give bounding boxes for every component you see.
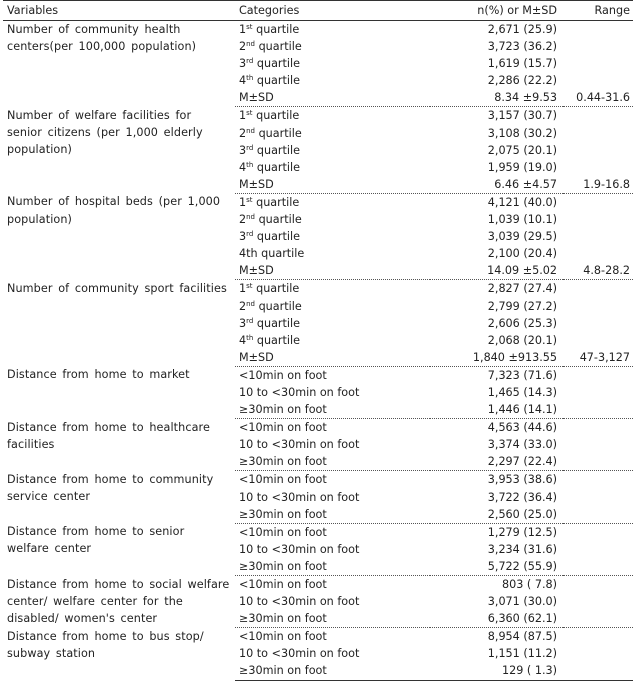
- category-cell: [235, 245, 430, 262]
- category-text: ≥30min on foot: [239, 455, 327, 469]
- category-text: quartile: [252, 23, 300, 36]
- category-cell: [235, 228, 430, 245]
- value-cell: 1,619 (15.7): [487, 57, 557, 71]
- range-cell: [563, 453, 633, 471]
- value-cell: 803 ( 7.8): [502, 578, 557, 591]
- category-cell: [235, 471, 430, 489]
- value-cell: 8.34 ±9.53: [430, 89, 563, 107]
- table-row: [3, 419, 633, 437]
- category-number: 3: [239, 57, 247, 71]
- category-text: ≥30min on foot: [239, 559, 327, 573]
- category-text: quartile: [252, 109, 300, 123]
- category-text: quartile: [255, 126, 302, 140]
- range-cell: [563, 419, 633, 437]
- range-cell: [563, 38, 633, 55]
- category-cell: [235, 384, 430, 401]
- category-number: 2: [239, 299, 247, 313]
- category-number: 3: [239, 230, 247, 244]
- category-number: 2: [239, 213, 247, 227]
- table-row: [3, 628, 633, 646]
- range-cell: [563, 645, 633, 662]
- value-cell: 3,039 (29.5): [487, 230, 557, 244]
- category-text: 10 to <30min on foot: [239, 647, 360, 661]
- category-text: <10min on foot: [239, 525, 327, 539]
- range-cell: 1.9-16.8: [563, 176, 633, 194]
- category-text: quartile: [253, 333, 301, 347]
- category-text: quartile: [252, 282, 300, 296]
- range-cell: [563, 159, 633, 176]
- category-text: ≥30min on foot: [239, 507, 327, 521]
- range-cell: [563, 228, 633, 245]
- value-cell: 2,827 (27.4): [487, 282, 557, 296]
- table-row: [3, 576, 633, 594]
- range-cell: [563, 72, 633, 89]
- category-cell: [235, 193, 430, 211]
- variable-cell: Distance from home to healthcare facilities: [7, 420, 210, 451]
- header-range: Range: [563, 1, 633, 21]
- value-cell: 3,157 (30.7): [487, 109, 557, 123]
- category-suffix: th: [246, 160, 254, 169]
- category-number: 1: [239, 109, 247, 123]
- value-cell: 2,100 (20.4): [487, 247, 557, 261]
- variable-cell: Distance from home to bus stop/ subway station: [7, 629, 204, 660]
- table-row: [3, 471, 633, 489]
- value-cell: 2,075 (20.1): [487, 143, 557, 157]
- category-cell: [235, 159, 430, 176]
- category-cell: [235, 125, 430, 142]
- value-cell: 2,606 (25.3): [487, 316, 557, 330]
- category-cell: [235, 558, 430, 576]
- category-cell: [235, 506, 430, 524]
- range-cell: [563, 384, 633, 401]
- category-text: ≥30min on foot: [239, 612, 327, 626]
- category-cell: [235, 262, 430, 280]
- value-cell: 1,840 ±913.55: [430, 349, 563, 367]
- range-cell: [563, 315, 633, 332]
- table-row: [3, 280, 633, 298]
- variable-cell: Distance from home to community service center: [7, 472, 214, 504]
- category-number: 2: [239, 126, 247, 140]
- value-cell: 2,560 (25.0): [430, 506, 563, 524]
- category-cell: [235, 21, 430, 39]
- category-text: 10 to <30min on foot: [239, 542, 360, 556]
- category-text: quartile: [253, 160, 301, 174]
- category-cell: [235, 610, 430, 628]
- category-text: quartile: [253, 57, 301, 71]
- variable-cell: Distance from home to senior welfare center: [7, 525, 185, 556]
- category-cell: [235, 593, 430, 610]
- category-number: 2: [239, 40, 247, 54]
- value-cell: 3,723 (36.2): [487, 40, 557, 54]
- category-text: quartile: [252, 195, 300, 209]
- value-cell: 4,563 (44.6): [487, 421, 557, 435]
- category-suffix: th: [246, 74, 254, 83]
- range-cell: [563, 125, 633, 142]
- category-suffix: rd: [246, 230, 254, 239]
- category-suffix: nd: [246, 299, 256, 308]
- data-table: [3, 0, 633, 681]
- value-cell: 1,959 (19.0): [487, 160, 557, 174]
- range-cell: [563, 245, 633, 262]
- category-cell: [235, 298, 430, 315]
- value-cell: 14.09 ±5.02: [430, 262, 563, 280]
- table-header: [3, 1, 633, 21]
- category-cell: [235, 541, 430, 558]
- range-cell: [563, 576, 633, 594]
- header-variables: Variables: [3, 1, 235, 21]
- value-cell: 2,799 (27.2): [487, 299, 557, 313]
- category-suffix: st: [246, 195, 253, 204]
- value-cell: 3,953 (38.6): [487, 473, 557, 487]
- category-suffix: nd: [246, 126, 256, 135]
- category-text: quartile: [255, 40, 302, 54]
- variable-cell: Number of welfare facilities for senior citizens (per 1,000 elderly population): [7, 108, 203, 157]
- category-cell: [235, 55, 430, 72]
- category-number: 1: [239, 195, 247, 209]
- range-cell: [563, 332, 633, 349]
- category-suffix: rd: [246, 316, 254, 325]
- value-cell: 3,108 (30.2): [487, 126, 557, 140]
- range-cell: [563, 489, 633, 506]
- variable-cell: Number of community health centers(per 100,000 population): [7, 23, 197, 54]
- table-row: [3, 193, 633, 211]
- category-text: <10min on foot: [239, 578, 327, 591]
- value-cell: 3,234 (31.6): [487, 542, 557, 556]
- value-cell: 1,279 (12.5): [487, 525, 557, 539]
- category-cell: [235, 176, 430, 194]
- category-suffix: st: [246, 23, 253, 31]
- category-text: quartile: [253, 143, 301, 157]
- category-suffix: st: [246, 282, 253, 291]
- table-row: [3, 107, 633, 125]
- range-cell: [563, 593, 633, 610]
- value-cell: 4,121 (40.0): [487, 195, 557, 209]
- range-cell: [563, 541, 633, 558]
- category-suffix: rd: [246, 143, 254, 152]
- variable-cell: Number of community sport facilities: [7, 281, 227, 295]
- range-cell: [563, 471, 633, 489]
- category-number: 3: [239, 316, 247, 330]
- category-cell: [235, 453, 430, 471]
- range-cell: [563, 628, 633, 646]
- range-cell: [563, 142, 633, 159]
- category-cell: [235, 211, 430, 228]
- category-text: M±SD: [239, 264, 274, 278]
- value-cell: 6,360 (62.1): [430, 610, 563, 628]
- category-text: 10 to <30min on foot: [239, 595, 360, 609]
- range-cell: 47-3,127: [563, 349, 633, 367]
- category-text: M±SD: [239, 91, 274, 105]
- category-text: 4th quartile: [239, 247, 305, 261]
- range-cell: [563, 506, 633, 524]
- category-number: 4: [239, 333, 247, 347]
- range-cell: [563, 211, 633, 228]
- table-row: [3, 21, 633, 39]
- category-text: ≥30min on foot: [239, 664, 327, 678]
- variable-cell: Distance from home to market: [7, 368, 190, 382]
- category-suffix: st: [246, 109, 253, 118]
- category-cell: [235, 436, 430, 453]
- range-cell: [563, 401, 633, 419]
- category-text: <10min on foot: [239, 421, 327, 435]
- table-body: [3, 21, 633, 681]
- range-cell: [563, 436, 633, 453]
- category-cell: [235, 489, 430, 506]
- category-cell: [235, 280, 430, 298]
- category-cell: [235, 523, 430, 541]
- range-cell: [563, 366, 633, 384]
- category-text: 10 to <30min on foot: [239, 385, 360, 399]
- category-text: quartile: [255, 299, 302, 313]
- category-number: 1: [239, 282, 247, 296]
- category-cell: [235, 662, 430, 680]
- category-text: M±SD: [239, 350, 274, 364]
- range-cell: [563, 280, 633, 298]
- category-cell: [235, 332, 430, 349]
- category-text: ≥30min on foot: [239, 403, 327, 417]
- category-cell: [235, 645, 430, 662]
- category-cell: [235, 107, 430, 125]
- range-cell: [563, 55, 633, 72]
- category-suffix: nd: [246, 213, 256, 222]
- category-text: 10 to <30min on foot: [239, 490, 360, 504]
- value-cell: 1,151 (11.2): [487, 647, 557, 661]
- category-suffix: th: [246, 333, 254, 342]
- category-text: <10min on foot: [239, 473, 327, 487]
- category-text: quartile: [253, 316, 301, 330]
- value-cell: 3,722 (36.4): [487, 490, 557, 504]
- category-cell: [235, 142, 430, 159]
- header-row: [3, 1, 633, 21]
- value-cell: 2,286 (22.2): [487, 74, 557, 88]
- value-cell: 8,954 (87.5): [487, 630, 557, 644]
- category-text: 10 to <30min on foot: [239, 438, 360, 452]
- category-cell: [235, 315, 430, 332]
- category-cell: [235, 576, 430, 594]
- variable-cell: Number of hospital beds (per 1,000 population): [7, 195, 221, 226]
- category-cell: [235, 72, 430, 89]
- value-cell: 6.46 ±4.57: [430, 176, 563, 194]
- range-cell: 0.44-31.6: [563, 89, 633, 107]
- category-text: quartile: [253, 230, 301, 244]
- range-cell: [563, 610, 633, 628]
- value-cell: 5,722 (55.9): [430, 558, 563, 576]
- category-cell: [235, 89, 430, 107]
- range-cell: [563, 298, 633, 315]
- table-row: [3, 523, 633, 541]
- category-cell: [235, 419, 430, 437]
- range-cell: 4.8-28.2: [563, 262, 633, 280]
- value-cell: 1,446 (14.1): [430, 401, 563, 419]
- range-cell: [563, 21, 633, 39]
- category-cell: [235, 366, 430, 384]
- category-number: 1: [239, 23, 247, 36]
- value-cell: 2,068 (20.1): [487, 333, 557, 347]
- category-text: quartile: [253, 74, 301, 88]
- header-n: n(%) or M±SD: [430, 1, 563, 21]
- variable-cell: Distance from home to social welfare center/ welfare center for the disabled/ women's center: [7, 577, 230, 625]
- range-cell: [563, 107, 633, 125]
- table-row: [3, 366, 633, 384]
- range-cell: [563, 193, 633, 211]
- value-cell: 7,323 (71.6): [487, 368, 557, 382]
- category-cell: [235, 628, 430, 646]
- value-cell: 3,374 (33.0): [487, 438, 557, 452]
- category-text: M±SD: [239, 177, 274, 191]
- category-cell: [235, 401, 430, 419]
- category-number: 3: [239, 143, 247, 157]
- value-cell: 2,671 (25.9): [487, 23, 557, 36]
- value-cell: 1,039 (10.1): [487, 213, 557, 227]
- category-cell: [235, 349, 430, 367]
- category-text: <10min on foot: [239, 630, 327, 644]
- value-cell: 1,465 (14.3): [487, 385, 557, 399]
- category-suffix: nd: [246, 40, 256, 49]
- range-cell: [563, 662, 633, 680]
- category-number: 4: [239, 74, 247, 88]
- range-cell: [563, 523, 633, 541]
- value-cell: 3,071 (30.0): [487, 595, 557, 609]
- category-text: quartile: [255, 213, 302, 227]
- value-cell: 129 ( 1.3): [430, 662, 563, 680]
- category-cell: [235, 38, 430, 55]
- category-number: 4: [239, 160, 247, 174]
- range-cell: [563, 558, 633, 576]
- category-suffix: rd: [246, 57, 254, 66]
- value-cell: 2,297 (22.4): [430, 453, 563, 471]
- category-text: <10min on foot: [239, 368, 327, 382]
- header-categories: Categories: [235, 1, 430, 21]
